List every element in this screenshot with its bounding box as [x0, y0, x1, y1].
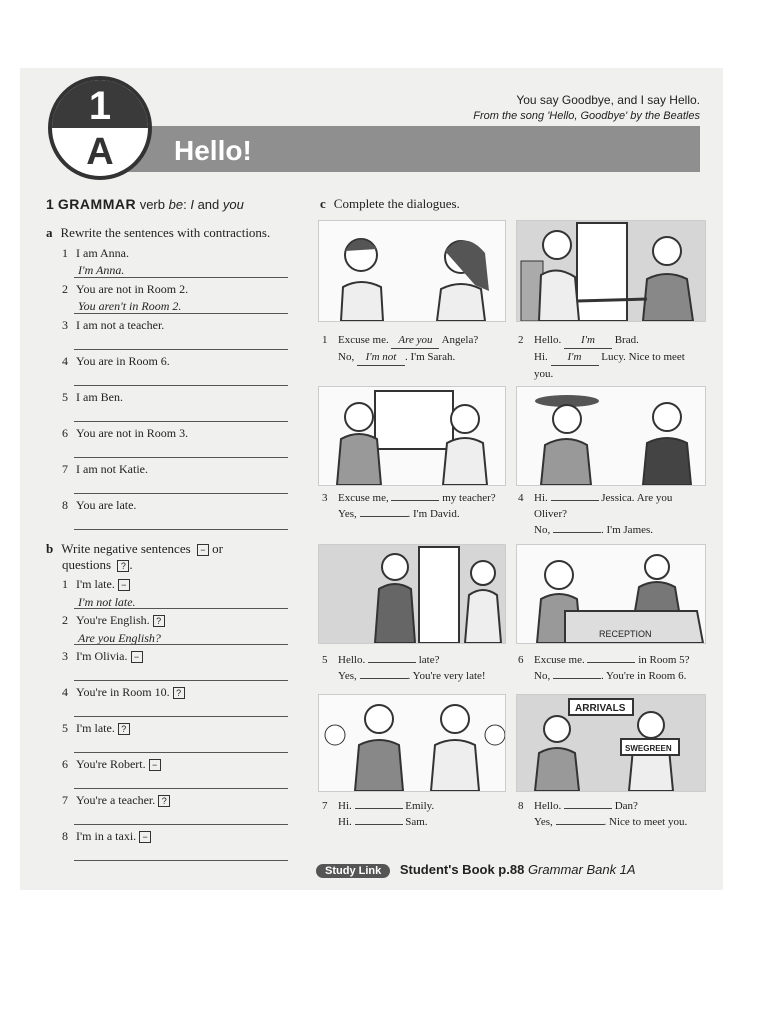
dialogue-blank[interactable]	[551, 500, 599, 501]
item-text: You are late.	[76, 498, 137, 512]
item-text: I'm late.	[76, 577, 115, 591]
symbol-box-icon: −	[118, 579, 130, 591]
classroom-icon	[319, 387, 505, 485]
late-arrival-icon	[319, 545, 505, 643]
item-number: 7	[62, 462, 68, 476]
dialogue-4	[518, 490, 694, 538]
dialogue-text: in Room 5?	[635, 654, 690, 666]
illustration-5	[318, 544, 506, 644]
part-a-item	[62, 426, 188, 441]
dialogue-blank[interactable]	[553, 678, 601, 679]
dialogue-number: 4	[518, 492, 524, 504]
dialogue-3	[322, 490, 498, 522]
dialogue-text: . I'm David.	[407, 508, 460, 520]
part-a-item	[62, 354, 170, 369]
arrivals-sign: ARRIVALS	[575, 703, 626, 714]
answer-line	[74, 385, 288, 386]
part-a-item	[62, 462, 148, 477]
item-text: You're English.	[76, 613, 150, 627]
answer-line	[74, 788, 288, 789]
part-b-item	[62, 829, 151, 844]
symbol-box-icon: ?	[153, 615, 165, 627]
dialogue-blank[interactable]	[360, 678, 408, 679]
dialogue-text: Sam.	[402, 816, 428, 828]
section-title: GRAMMAR	[57, 196, 137, 212]
item-number: 6	[62, 757, 68, 771]
part-b-item	[62, 577, 130, 592]
reception-sign: RECEPTION	[599, 629, 652, 639]
question-box-icon: ?	[117, 560, 129, 572]
part-b-item	[62, 649, 143, 664]
part-c-instruction-text: Complete the dialogues.	[333, 196, 460, 211]
grammar-bank-ref: Grammar Bank 1A	[527, 862, 636, 877]
symbol-box-icon: −	[149, 759, 161, 771]
part-a-item	[62, 318, 164, 333]
dialogue-text: No,	[534, 670, 553, 682]
study-link-pill: Study Link	[316, 864, 390, 878]
section-subtitle-and: and	[193, 197, 223, 212]
handshake-icon	[517, 221, 705, 321]
party-meeting-icon	[517, 387, 705, 485]
answer-line	[74, 752, 288, 753]
symbol-box-icon: ?	[118, 723, 130, 735]
answer-line	[74, 349, 288, 350]
item-number: 2	[62, 613, 68, 627]
dialogue-number: 6	[518, 654, 524, 666]
dialogue-blank[interactable]	[355, 824, 403, 825]
unit-number: 1	[88, 84, 112, 128]
item-text: You are in Room 6.	[76, 354, 170, 368]
illustration-7	[318, 694, 506, 792]
part-a-instruction	[46, 225, 270, 241]
dialogue-text: No,	[534, 524, 553, 536]
section-subtitle-colon: :	[183, 197, 187, 212]
airport-arrivals-icon	[517, 695, 705, 791]
dialogue-line-2	[338, 349, 498, 366]
dialogue-text: Emily.	[402, 800, 435, 812]
dialogue-line-1	[534, 798, 694, 814]
dialogue-text: Yes,	[534, 816, 556, 828]
symbol-box-icon: ?	[173, 687, 185, 699]
quote-line: You say Goodbye, and I say Hello.	[516, 93, 700, 107]
answer-line	[74, 277, 288, 278]
answer-line	[74, 608, 288, 609]
part-b-answer[interactable]: I'm not late.	[78, 595, 136, 609]
answer-line	[74, 860, 288, 861]
dialogue-number: 7	[322, 800, 328, 812]
symbol-box-icon: −	[131, 651, 143, 663]
dialogue-text: No,	[338, 351, 357, 363]
part-b-instruction-2: or	[212, 541, 223, 556]
dialogue-line-2	[338, 668, 498, 684]
illustration-8	[516, 694, 706, 792]
dialogue-number: 5	[322, 654, 328, 666]
dialogue-line-2	[338, 814, 498, 830]
dialogue-blank[interactable]	[391, 500, 439, 501]
item-number: 6	[62, 426, 68, 440]
item-text: You're Robert.	[76, 757, 146, 771]
dialogue-text: Excuse me.	[534, 654, 588, 666]
dialogue-line-1	[338, 798, 498, 814]
minus-box-icon: −	[197, 544, 209, 556]
dialogue-line-1	[534, 490, 694, 522]
unit-badge	[48, 76, 152, 180]
dialogue-blank[interactable]	[368, 662, 416, 663]
dialogue-text: Hi.	[534, 492, 551, 504]
item-text: I'm in a taxi.	[76, 829, 137, 843]
part-b-instruction-1: Write negative sentences	[61, 541, 191, 556]
item-number: 3	[62, 318, 68, 332]
item-text: I am not a teacher.	[76, 318, 165, 332]
dialogue-text: Angela?	[439, 334, 479, 346]
dialogue-text: Brad.	[611, 334, 639, 346]
dialogue-text: . You're in Room 6.	[600, 670, 687, 682]
dialogue-line-2	[534, 522, 694, 538]
answer-line	[74, 421, 288, 422]
part-a-letter: a	[46, 225, 53, 240]
dialogue-blank[interactable]	[360, 516, 408, 517]
answer-line	[74, 716, 288, 717]
item-text: I am Ben.	[76, 390, 123, 404]
illustration-4	[516, 386, 706, 486]
item-text: You're a teacher.	[76, 793, 156, 807]
section-number: 1	[46, 196, 55, 212]
section-subtitle-you: you	[222, 197, 244, 212]
dialogue-line-1	[338, 652, 498, 668]
dialogue-number: 2	[518, 334, 524, 346]
part-b-item	[62, 685, 185, 700]
part-a-item	[62, 282, 188, 297]
part-b-answer[interactable]: Are you English?	[78, 631, 161, 645]
illustration-3	[318, 386, 506, 486]
dialogue-number: 8	[518, 800, 524, 812]
swegreen-sign: SWEGREEN	[625, 744, 672, 753]
students-book-ref: Student's Book p.88	[399, 862, 525, 877]
part-b-letter: b	[46, 541, 54, 556]
dialogue-line-2	[534, 349, 694, 382]
study-link	[316, 862, 636, 878]
section-subtitle-i: I	[190, 197, 194, 212]
item-text: You are not in Room 3.	[76, 426, 189, 440]
symbol-box-icon: ?	[158, 795, 170, 807]
dialogue-text: Yes,	[338, 670, 360, 682]
dialogue-text: Dan?	[611, 800, 638, 812]
answer-line	[74, 824, 288, 825]
party-crowd-icon	[319, 695, 505, 791]
dialogue-7	[322, 798, 498, 830]
answer-line	[74, 313, 288, 314]
part-a-instruction-text: Rewrite the sentences with contractions.	[60, 225, 271, 240]
part-a-item	[62, 246, 129, 261]
part-a-item	[62, 390, 123, 405]
dialogue-text: . I'm Sarah.	[404, 351, 456, 363]
dialogue-text: Jessica. Are you Oliver?	[534, 492, 673, 520]
dialogue-text: Yes,	[338, 508, 360, 520]
item-text: I am not Katie.	[76, 462, 148, 476]
dialogue-text: Hi.	[534, 351, 551, 363]
part-c-instruction	[320, 196, 460, 212]
dialogue-8	[518, 798, 694, 830]
item-number: 5	[62, 721, 68, 735]
unit-letter: A	[86, 131, 114, 173]
part-c-letter: c	[320, 196, 326, 211]
answer-line	[74, 680, 288, 681]
dialogue-5	[322, 652, 498, 684]
part-b-instruction: b Write negative sentences − or questions ? .	[46, 541, 223, 572]
item-text: I'm Olivia.	[76, 649, 128, 663]
quote-source: From the song 'Hello, Goodbye' by the Beatles	[473, 110, 700, 122]
dialogue-text: . I'm James.	[600, 524, 654, 536]
item-number: 8	[62, 498, 68, 512]
dialogue-text: Hello.	[534, 334, 564, 346]
dialogue-line-2	[338, 506, 498, 522]
part-b-instruction-3: questions	[62, 557, 112, 572]
dialogue-blank[interactable]	[587, 662, 635, 663]
dialogue-blank[interactable]: I'm not	[357, 349, 405, 366]
dialogue-text: Hi.	[338, 800, 355, 812]
part-b-item	[62, 793, 170, 808]
song-quote	[473, 92, 700, 124]
item-number: 4	[62, 354, 68, 368]
part-a-answer[interactable]: I'm Anna.	[78, 263, 125, 277]
dialogue-line-2	[534, 814, 694, 830]
dialogue-text: . You're very late!	[407, 670, 486, 682]
dialogue-line-2	[534, 668, 694, 684]
symbol-box-icon: −	[139, 831, 151, 843]
part-a-item	[62, 498, 136, 513]
item-number: 2	[62, 282, 68, 296]
item-number: 1	[62, 577, 68, 591]
dialogue-blank[interactable]	[564, 808, 612, 809]
dialogue-text: late?	[415, 654, 440, 666]
dialogue-blank[interactable]	[556, 824, 604, 825]
item-number: 8	[62, 829, 68, 843]
dialogue-blank[interactable]: I'm	[551, 349, 599, 366]
part-b-item	[62, 757, 161, 772]
dialogue-blank[interactable]	[553, 532, 601, 533]
dialogue-line-1	[534, 332, 694, 349]
dialogue-text: Hi.	[338, 816, 355, 828]
dialogue-blank[interactable]	[355, 808, 403, 809]
answer-line	[74, 529, 288, 530]
item-text: I am Anna.	[76, 246, 129, 260]
item-number: 3	[62, 649, 68, 663]
dialogue-line-1	[338, 490, 498, 506]
dialogue-text: Excuse me.	[338, 334, 392, 346]
item-number: 7	[62, 793, 68, 807]
answer-line	[74, 644, 288, 645]
dialogue-2	[518, 332, 694, 382]
item-number: 4	[62, 685, 68, 699]
item-number: 1	[62, 246, 68, 260]
dialogue-6	[518, 652, 694, 684]
item-text: You are not in Room 2.	[76, 282, 189, 296]
item-number: 5	[62, 390, 68, 404]
dialogue-number: 1	[322, 334, 328, 346]
two-women-icon	[319, 221, 505, 321]
section-subtitle-be: be	[168, 197, 184, 212]
dialogue-1	[322, 332, 498, 366]
answer-line	[74, 457, 288, 458]
unit-title: Hello!	[174, 135, 252, 166]
part-b-item	[62, 613, 165, 628]
section-heading	[46, 196, 244, 212]
illustration-6	[516, 544, 706, 644]
dialogue-text: my teacher?	[439, 492, 496, 504]
dialogue-text: Lucy. Nice to meet you.	[534, 351, 685, 380]
dialogue-line-1	[338, 332, 498, 349]
part-a-answer[interactable]: You aren't in Room 2.	[78, 299, 182, 313]
dialogue-line-1	[534, 652, 694, 668]
reception-desk-icon	[517, 545, 705, 643]
dialogue-number: 3	[322, 492, 328, 504]
item-text: I'm late.	[76, 721, 115, 735]
dialogue-text: Hello.	[338, 654, 368, 666]
dialogue-text: . Nice to meet you.	[603, 816, 688, 828]
illustration-2	[516, 220, 706, 322]
dialogue-blank[interactable]: Are you	[391, 332, 439, 349]
item-text: You're in Room 10.	[76, 685, 170, 699]
dialogue-text: Excuse me,	[338, 492, 392, 504]
dialogue-text: Hello.	[534, 800, 564, 812]
part-b-item	[62, 721, 130, 736]
dialogue-blank[interactable]: I'm	[564, 332, 612, 349]
section-subtitle-prefix: verb	[139, 197, 169, 212]
answer-line	[74, 493, 288, 494]
illustration-1	[318, 220, 506, 322]
